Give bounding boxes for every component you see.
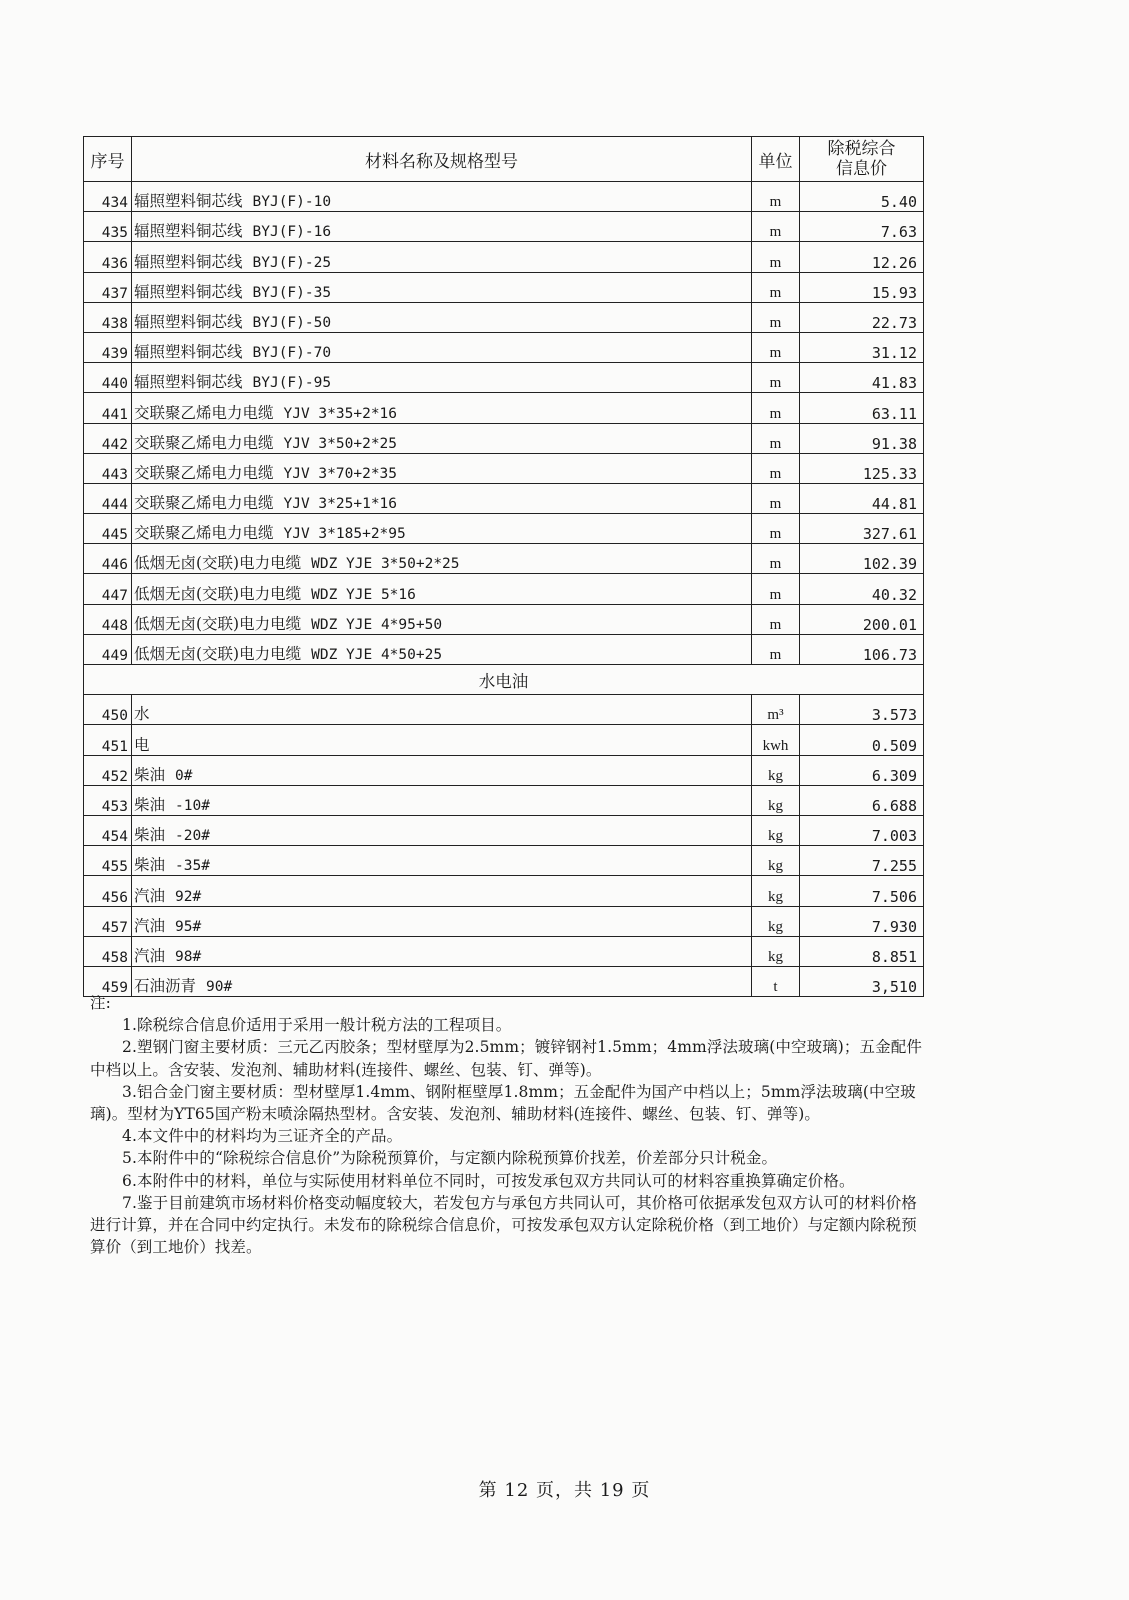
row-material xyxy=(132,725,752,755)
row-material xyxy=(132,815,752,845)
row-material xyxy=(132,634,752,664)
row-name: 石油沥青 xyxy=(134,977,197,996)
section-title: 水电油 xyxy=(84,665,924,695)
table-row xyxy=(84,483,924,513)
row-unit: m³ xyxy=(752,695,800,725)
row-price: 5.40 xyxy=(800,182,924,212)
row-spec: 95# xyxy=(175,918,202,935)
row-spec: YJV 3*185+2*95 xyxy=(283,526,406,543)
row-unit: kg xyxy=(752,876,800,906)
row-name: 汽油 xyxy=(134,886,166,905)
row-material xyxy=(132,906,752,936)
table-row xyxy=(84,393,924,423)
table-row xyxy=(84,876,924,906)
row-price: 200.01 xyxy=(800,604,924,634)
note-2: 2.塑钢门窗主要材质：三元乙丙胶条；型材壁厚为2.5mm；镀锌钢衬1.5mm；4mm浮法玻璃(中空玻璃)；五金配件中档以上。含安装、发泡剂、辅助材料(连接件、螺丝、包装、钉、弹等)。 xyxy=(90,1038,922,1079)
row-unit: kg xyxy=(752,755,800,785)
note-1: 1.除税综合信息价适用于采用一般计税方法的工程项目。 xyxy=(122,1016,512,1035)
table-row xyxy=(84,514,924,544)
row-price: 31.12 xyxy=(800,332,924,362)
table-row xyxy=(84,242,924,272)
header-price-line1: 除税综合 xyxy=(827,139,896,159)
row-price: 91.38 xyxy=(800,423,924,453)
note-7: 7.鉴于目前建筑市场材料价格变动幅度较大，若发包方与承包方共同认可，其价格可依据承发包双方认可的材料价格进行计算，并在合同中约定执行。未发布的除税综合信息价，可按发承包双方认定除税价格（到工地价）与定额内除税预算价（到工地价）找差。 xyxy=(90,1193,917,1257)
table-row xyxy=(84,634,924,664)
row-unit: m xyxy=(752,423,800,453)
row-name: 辐照塑料铜芯线 xyxy=(134,282,243,301)
row-price: 15.93 xyxy=(800,272,924,302)
row-material xyxy=(132,423,752,453)
row-spec: BYJ(F)-16 xyxy=(252,224,332,241)
row-index: 449 xyxy=(84,634,132,664)
row-name: 低烟无卤(交联)电力电缆 xyxy=(134,614,302,633)
row-material xyxy=(132,453,752,483)
row-spec: YJV 3*70+2*35 xyxy=(283,465,398,482)
row-index: 444 xyxy=(84,483,132,513)
row-unit: m xyxy=(752,212,800,242)
row-name: 辐照塑料铜芯线 xyxy=(134,373,243,392)
row-name: 交联聚乙烯电力电缆 xyxy=(134,433,274,452)
notes xyxy=(90,992,926,1258)
table-row xyxy=(84,906,924,936)
row-material xyxy=(132,332,752,362)
row-index: 442 xyxy=(84,423,132,453)
table-row xyxy=(84,423,924,453)
row-unit: m xyxy=(752,272,800,302)
table-row xyxy=(84,695,924,725)
row-price: 6.309 xyxy=(800,755,924,785)
row-index: 435 xyxy=(84,212,132,242)
row-name: 低烟无卤(交联)电力电缆 xyxy=(134,554,302,573)
table-row xyxy=(84,272,924,302)
row-unit: m xyxy=(752,182,800,212)
notes-label: 注: xyxy=(90,994,111,1012)
row-index: 445 xyxy=(84,514,132,544)
row-price: 7.003 xyxy=(800,815,924,845)
row-unit: m xyxy=(752,363,800,393)
row-material xyxy=(132,363,752,393)
row-index: 454 xyxy=(84,815,132,845)
row-spec: BYJ(F)-70 xyxy=(252,345,332,362)
row-material xyxy=(132,212,752,242)
row-price: 8.851 xyxy=(800,936,924,966)
row-price: 12.26 xyxy=(800,242,924,272)
note-4: 4.本文件中的材料均为三证齐全的产品。 xyxy=(122,1127,403,1146)
row-name: 柴油 xyxy=(134,795,166,814)
row-material xyxy=(132,936,752,966)
row-spec: 90# xyxy=(206,979,233,996)
row-price: 3,510 xyxy=(800,966,924,996)
row-name: 辐照塑料铜芯线 xyxy=(134,222,243,241)
header-unit: 单位 xyxy=(752,137,800,182)
table-header-row xyxy=(84,137,924,182)
row-name: 交联聚乙烯电力电缆 xyxy=(134,524,274,543)
row-name: 汽油 xyxy=(134,946,166,965)
table-row xyxy=(84,332,924,362)
row-name: 交联聚乙烯电力电缆 xyxy=(134,403,274,422)
row-material xyxy=(132,846,752,876)
table-row xyxy=(84,182,924,212)
row-index: 453 xyxy=(84,785,132,815)
row-name: 低烟无卤(交联)电力电缆 xyxy=(134,584,302,603)
row-unit: kg xyxy=(752,936,800,966)
table-row xyxy=(84,363,924,393)
row-index: 458 xyxy=(84,936,132,966)
row-name: 辐照塑料铜芯线 xyxy=(134,343,243,362)
row-unit: kg xyxy=(752,846,800,876)
header-name: 材料名称及规格型号 xyxy=(132,137,752,182)
row-name: 柴油 xyxy=(134,826,166,845)
table-row xyxy=(84,755,924,785)
row-spec: WDZ YJE 5*16 xyxy=(311,586,416,603)
row-material xyxy=(132,785,752,815)
row-price: 6.688 xyxy=(800,785,924,815)
row-index: 436 xyxy=(84,242,132,272)
row-name: 低烟无卤(交联)电力电缆 xyxy=(134,645,302,663)
row-material xyxy=(132,182,752,212)
row-price: 7.506 xyxy=(800,876,924,906)
row-unit: m xyxy=(752,393,800,423)
row-spec: YJV 3*25+1*16 xyxy=(283,496,398,513)
table-row xyxy=(84,815,924,845)
row-price: 0.509 xyxy=(800,725,924,755)
row-spec: WDZ YJE 3*50+2*25 xyxy=(311,556,460,573)
row-name: 辐照塑料铜芯线 xyxy=(134,312,243,331)
row-price: 106.73 xyxy=(800,634,924,664)
row-unit: m xyxy=(752,453,800,483)
row-index: 450 xyxy=(84,695,132,725)
table-row xyxy=(84,574,924,604)
row-price: 7.63 xyxy=(800,212,924,242)
table-row xyxy=(84,936,924,966)
table-row xyxy=(84,604,924,634)
row-name: 汽油 xyxy=(134,916,166,935)
page-footer: 第 12 页，共 19 页 xyxy=(478,1480,651,1501)
row-name: 柴油 xyxy=(134,856,166,875)
header-price-line2: 信息价 xyxy=(836,159,887,179)
row-unit: kg xyxy=(752,906,800,936)
row-material xyxy=(132,393,752,423)
row-spec: -10# xyxy=(175,797,210,814)
note-3: 3.铝合金门窗主要材质：型材壁厚1.4mm、钢附框壁厚1.8mm；五金配件为国产中档以上；5mm浮法玻璃(中空玻璃)。型材为YT65国产粉末喷涂隔热型材。含安装、发泡剂、辅助材料(连接件、螺丝、包装、钉、弹等)。 xyxy=(90,1082,916,1124)
table-row xyxy=(84,302,924,332)
row-price: 40.32 xyxy=(800,574,924,604)
row-price: 125.33 xyxy=(800,453,924,483)
row-spec: 92# xyxy=(175,888,202,905)
section-row-group xyxy=(84,665,924,695)
row-material xyxy=(132,876,752,906)
section-row xyxy=(84,665,924,695)
row-price: 63.11 xyxy=(800,393,924,423)
row-index: 448 xyxy=(84,604,132,634)
row-name: 柴油 xyxy=(134,765,166,784)
note-5: 5.本附件中的“除税综合信息价”为除税预算价，与定额内除税预算价找差，价差部分只计税金。 xyxy=(122,1149,778,1168)
row-unit: m xyxy=(752,332,800,362)
row-index: 457 xyxy=(84,906,132,936)
row-unit: kg xyxy=(752,815,800,845)
row-material xyxy=(132,302,752,332)
row-material xyxy=(132,604,752,634)
row-index: 451 xyxy=(84,725,132,755)
row-unit: m xyxy=(752,483,800,513)
row-unit: kg xyxy=(752,785,800,815)
row-price: 327.61 xyxy=(800,514,924,544)
row-name: 水 xyxy=(134,705,150,724)
row-price: 7.930 xyxy=(800,906,924,936)
row-price: 102.39 xyxy=(800,544,924,574)
row-index: 446 xyxy=(84,544,132,574)
row-unit: m xyxy=(752,514,800,544)
row-spec: -35# xyxy=(175,858,210,875)
row-index: 456 xyxy=(84,876,132,906)
row-index: 440 xyxy=(84,363,132,393)
row-spec: BYJ(F)-10 xyxy=(252,194,332,211)
row-spec: 98# xyxy=(175,948,202,965)
row-material xyxy=(132,272,752,302)
row-unit: m xyxy=(752,242,800,272)
row-material xyxy=(132,574,752,604)
row-name: 交联聚乙烯电力电缆 xyxy=(134,463,274,482)
row-spec: -20# xyxy=(175,828,210,845)
row-unit: m xyxy=(752,604,800,634)
row-spec: WDZ YJE 4*95+50 xyxy=(311,616,443,633)
utility-rows xyxy=(84,695,924,997)
table-row xyxy=(84,725,924,755)
row-name: 电 xyxy=(134,735,150,754)
row-index: 434 xyxy=(84,182,132,212)
table-row xyxy=(84,212,924,242)
table-row xyxy=(84,453,924,483)
row-spec: WDZ YJE 4*50+25 xyxy=(311,647,443,663)
row-index: 437 xyxy=(84,272,132,302)
price-table xyxy=(83,136,924,997)
row-index: 452 xyxy=(84,755,132,785)
row-price: 3.573 xyxy=(800,695,924,725)
row-name: 辐照塑料铜芯线 xyxy=(134,192,243,211)
row-spec: 0# xyxy=(175,767,193,784)
row-index: 459 xyxy=(84,966,132,996)
row-index: 455 xyxy=(84,846,132,876)
header-index: 序号 xyxy=(84,137,132,182)
row-material xyxy=(132,755,752,785)
row-material xyxy=(132,514,752,544)
row-unit: m xyxy=(752,302,800,332)
row-spec: BYJ(F)-50 xyxy=(252,314,332,331)
row-spec: BYJ(F)-35 xyxy=(252,284,332,301)
row-price: 22.73 xyxy=(800,302,924,332)
row-unit: kwh xyxy=(752,725,800,755)
row-unit: m xyxy=(752,544,800,574)
row-index: 439 xyxy=(84,332,132,362)
row-index: 443 xyxy=(84,453,132,483)
row-material xyxy=(132,544,752,574)
note-6: 6.本附件中的材料，单位与实际使用材料单位不同时，可按发承包双方共同认可的材料容重换算确定价格。 xyxy=(122,1171,855,1190)
row-spec: BYJ(F)-25 xyxy=(252,254,332,271)
row-unit: m xyxy=(752,634,800,664)
row-unit: m xyxy=(752,574,800,604)
row-unit: t xyxy=(752,966,800,996)
row-price: 44.81 xyxy=(800,483,924,513)
cable-rows xyxy=(84,182,924,665)
row-index: 447 xyxy=(84,574,132,604)
row-spec: BYJ(F)-95 xyxy=(252,375,332,392)
row-material xyxy=(132,242,752,272)
row-price: 41.83 xyxy=(800,363,924,393)
table-row xyxy=(84,785,924,815)
row-price: 7.255 xyxy=(800,846,924,876)
row-spec: YJV 3*50+2*25 xyxy=(283,435,398,452)
row-material xyxy=(132,695,752,725)
row-spec: YJV 3*35+2*16 xyxy=(283,405,398,422)
table-row xyxy=(84,846,924,876)
row-material xyxy=(132,483,752,513)
row-index: 441 xyxy=(84,393,132,423)
table-row xyxy=(84,544,924,574)
row-index: 438 xyxy=(84,302,132,332)
header-price xyxy=(800,137,924,182)
row-name: 辐照塑料铜芯线 xyxy=(134,252,243,271)
row-name: 交联聚乙烯电力电缆 xyxy=(134,494,274,513)
